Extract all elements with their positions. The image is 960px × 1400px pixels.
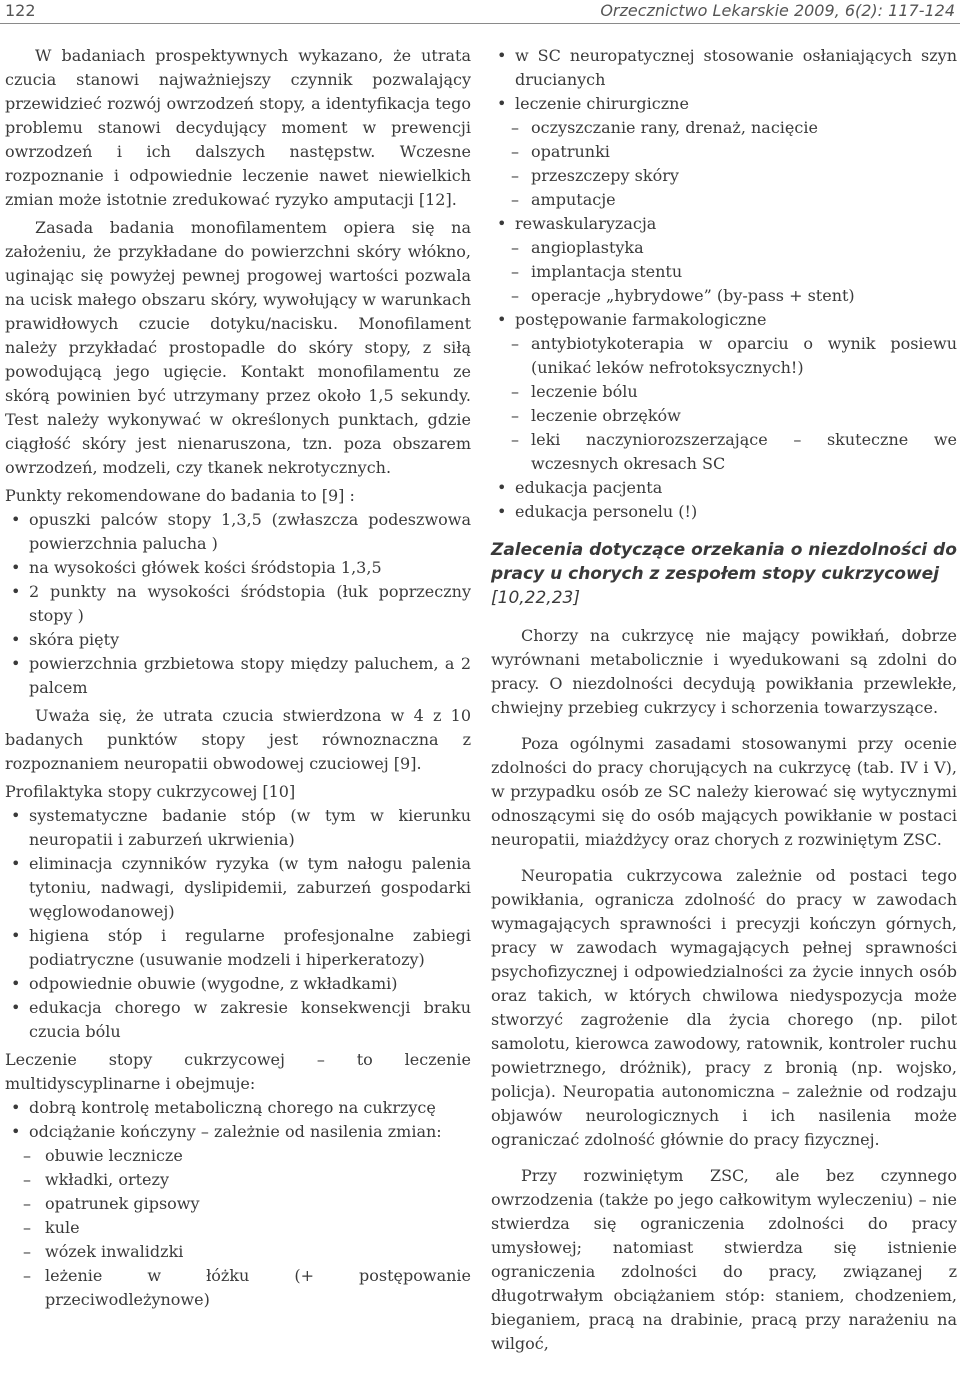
section-heading: Zalecenia dotyczące orzekania o niezdolności do pracy u chorych z zespołem stopy cukrzycowej [10,22,23] — [491, 540, 957, 608]
dash-icon: – — [511, 142, 519, 161]
list-item: – amputacje — [491, 188, 957, 212]
dash-icon: – — [511, 190, 519, 209]
list-item: • opuszki palców stopy 1,3,5 (zwłaszcza podeszwowa powierzchnia palucha ) — [11, 510, 471, 553]
list-item: • powierzchnia grzbietowa stopy między paluchem, a 2 palcem — [11, 654, 471, 697]
paragraph: Uważa się, że utrata czucia stwierdzona w 4 z 10 badanych punktów stopy jest równoznaczna z rozpoznaniem neuropatii obwodowej czuciowej [9]. — [5, 706, 471, 773]
list-item: • edukacja personelu (!) — [491, 500, 957, 524]
list-item: – leczenie bólu — [491, 380, 957, 404]
page-header — [0, 0, 960, 24]
page-number: 122 — [5, 1, 36, 20]
list-item: – implantacja stentu — [491, 260, 957, 284]
bullet-icon: • — [497, 214, 507, 233]
list-item: • edukacja chorego w zakresie konsekwencji braku czucia bólu — [11, 998, 471, 1041]
dash-icon: – — [511, 118, 519, 137]
dash-icon: – — [511, 286, 519, 305]
list-item: – opatrunki — [491, 140, 957, 164]
bullet-icon: • — [11, 630, 21, 649]
list-item: – oczyszczanie rany, drenaż, nacięcie — [491, 116, 957, 140]
paragraph: Poza ogólnymi zasadami stosowanymi przy ocenie zdolności do pracy chorujących na cukrzycę (tab. IV i V), w przypadku osób ze SC należy kierować się wytycznymi odnoszącymi się do osób mających powikłanie w postaci neuropatii, miażdżycy oraz chorych z rozwiniętym ZSC. — [491, 734, 957, 849]
list-item: • postępowanie farmakologiczne — [491, 308, 957, 332]
bullet-icon: • — [11, 998, 21, 1017]
bullet-icon: • — [11, 558, 21, 577]
paragraph-lead: Leczenie stopy cukrzycowej – to leczenie multidyscyplinarne i obejmuje: — [5, 1050, 471, 1093]
dash-icon: – — [511, 382, 519, 401]
list-item: – przeszczepy skóry — [491, 164, 957, 188]
list-item: • odciążanie kończyny – zależnie od nasilenia zmian: — [5, 1120, 471, 1144]
treatment-list-continued — [491, 44, 957, 524]
dash-icon: – — [23, 1242, 31, 1261]
bullet-icon: • — [497, 478, 507, 497]
prophylaxis-list — [5, 804, 471, 1044]
list-item: – leżenie w łóżku (+ postępowanie przeciwodleżynowe) — [23, 1266, 471, 1309]
dash-icon: – — [23, 1218, 31, 1237]
dash-icon: – — [511, 334, 519, 353]
paragraph-lead: Profilaktyka stopy cukrzycowej [10] — [5, 782, 296, 801]
list-item: • edukacja pacjenta — [491, 476, 957, 500]
bullet-icon: • — [11, 806, 21, 825]
paragraph: Neuropatia cukrzycowa zależnie od postaci tego powikłania, ogranicza zdolność do pracy w zawodach wymagających sprawności i precyzji kończyn górnych, pracy w zawodach wymagających pełnej sprawności psychofizycznej i odpowiedzialności za życie innych osób oraz takich, w których chwilowa niedyspozycja może stworzyć zagrożenie dla życia chorego (np. pilot samolotu, kierowca zawodowy, ratownik, kontroler ruchu powietrznego, dróżnik), pracy z bronią (np. wojsko, policja). Neuropatia autonomiczna – zależnie od rodzaju objawów neurologicznych i ich nasilenia może ograniczać zdolność głównie do pracy fizycznej. — [491, 866, 957, 1149]
bullet-icon: • — [11, 854, 21, 873]
treatment-list — [5, 1096, 471, 1144]
list-item: – kule — [5, 1216, 471, 1240]
list-item: • systematyczne badanie stóp (w tym w kierunku neuropatii i zaburzeń ukrwienia) — [11, 806, 471, 849]
dash-icon: – — [23, 1194, 31, 1213]
bullet-icon: • — [11, 926, 21, 945]
paragraph: Zasada badania monofilamentem opiera się na założeniu, że przykładane do powierzchni skóry włókno, uginając się powyżej pewnej progowej wartości pozwala na ucisk małego obszaru skóry, wywołujący w warunkach prawidłowych czucie dotyku/nacisku. Monofilament należy przykładać prostopadle do skóry stopy, z siłą powodującą jego ugięcie. Kontakt monofilamentu ze skórą powinien być utrzymany przez około 1,5 sekundy. Test należy wykonywać w określonych punktach, gdzie ciągłość skóry jest nienaruszona, tzn. poza obszarem owrzodzeń, modzeli, czy tkanek nekrotycznych. — [5, 218, 471, 477]
paragraph: W badaniach prospektywnych wykazano, że utrata czucia stanowi najważniejszy czynnik pozwalający przewidzieć rozwój owrzodzeń stopy, a identyfikacja tego problemu stanowi decydujący moment w prewencji owrzodzeń i ich dalszych następstw. Wczesne rozpoznanie i odpowiednie leczenie nawet niewielkich zmian może istotnie zredukować ryzyko amputacji [12]. — [5, 46, 471, 209]
dash-icon: – — [511, 238, 519, 257]
list-item: • odpowiednie obuwie (wygodne, z wkładkami) — [5, 972, 471, 996]
list-item: • dobrą kontrolę metaboliczną chorego na cukrzycę — [5, 1096, 471, 1120]
dash-icon: – — [23, 1170, 31, 1189]
list-item: – opatrunek gipsowy — [5, 1192, 471, 1216]
bullet-icon: • — [11, 974, 21, 993]
bullet-icon: • — [11, 1122, 21, 1141]
bullet-icon: • — [497, 46, 507, 65]
dash-icon: – — [511, 166, 519, 185]
dash-icon: – — [511, 262, 519, 281]
bullet-icon: • — [11, 510, 21, 529]
list-item: – operacje „hybrydowe” (by-pass + stent) — [491, 284, 957, 308]
list-item: – obuwie lecznicze — [5, 1144, 471, 1168]
dash-icon: – — [23, 1266, 31, 1285]
left-column — [5, 44, 471, 1312]
paragraph: Przy rozwiniętym ZSC, ale bez czynnego owrzodzenia (także po jego całkowitym wyleczeniu) – nie stwierdza się ograniczenia zdolności do pracy umysłowej; natomiast stwierdza się istnienie ograniczenia zdolności do pracy, związanej z długotrwałym obciążaniem stóp: staniem, chodzeniem, bieganiem, pracą na drabinie, pracą przy narażeniu na wilgoć, — [491, 1166, 957, 1353]
list-item: – leczenie obrzęków — [491, 404, 957, 428]
list-item: – leki naczyniorozszerzające – skuteczne we wczesnych okresach SC — [511, 430, 957, 473]
list-item: • rewaskularyzacja — [491, 212, 957, 236]
heading-citation: [10,22,23] — [491, 588, 580, 608]
bullet-icon: • — [11, 1098, 21, 1117]
test-points-list — [5, 508, 471, 700]
bullet-icon: • — [11, 582, 21, 601]
list-item: • skóra pięty — [5, 628, 471, 652]
list-item: – angioplastyka — [491, 236, 957, 260]
header-rule — [0, 23, 960, 24]
right-column — [491, 44, 957, 1356]
list-item: • w SC neuropatycznej stosowanie osłaniających szyn drucianych — [497, 46, 957, 89]
list-item: – wózek inwalidzki — [5, 1240, 471, 1264]
list-item: • leczenie chirurgiczne — [491, 92, 957, 116]
paragraph: Chorzy na cukrzycę nie mający powikłań, dobrze wyrównani metabolicznie i wyedukowani są zdolni do pracy. O niezdolności decydują powikłania przewlekłe, chwiejny przebieg cukrzycy i schorzenia towarzyszące. — [491, 626, 957, 717]
bullet-icon: • — [497, 310, 507, 329]
list-item: – wkładki, ortezy — [5, 1168, 471, 1192]
dash-icon: – — [511, 430, 519, 449]
dash-icon: – — [511, 406, 519, 425]
list-item: • 2 punkty na wysokości śródstopia (łuk poprzeczny stopy ) — [11, 582, 471, 625]
dash-icon: – — [23, 1146, 31, 1165]
paragraph-lead: Punkty rekomendowane do badania to [9] : — [5, 486, 355, 505]
journal-citation: Orzecznictwo Lekarskie 2009, 6(2): 117-124 — [600, 1, 955, 20]
offloading-list — [5, 1144, 471, 1312]
list-item: – antybiotykoterapia w oparciu o wynik posiewu (unikać leków nefrotoksycznych!) — [511, 334, 957, 377]
list-item: • na wysokości główek kości śródstopia 1,3,5 — [5, 556, 471, 580]
bullet-icon: • — [11, 654, 21, 673]
list-item: • eliminacja czynników ryzyka (w tym nałogu palenia tytoniu, nadwagi, dyslipidemii, zaburzeń gospodarki węglowodanowej) — [11, 854, 471, 921]
bullet-icon: • — [497, 502, 507, 521]
list-item: • higiena stóp i regularne profesjonalne zabiegi podiatryczne (usuwanie modzeli i hiperkeratozy) — [11, 926, 471, 969]
bullet-icon: • — [497, 94, 507, 113]
